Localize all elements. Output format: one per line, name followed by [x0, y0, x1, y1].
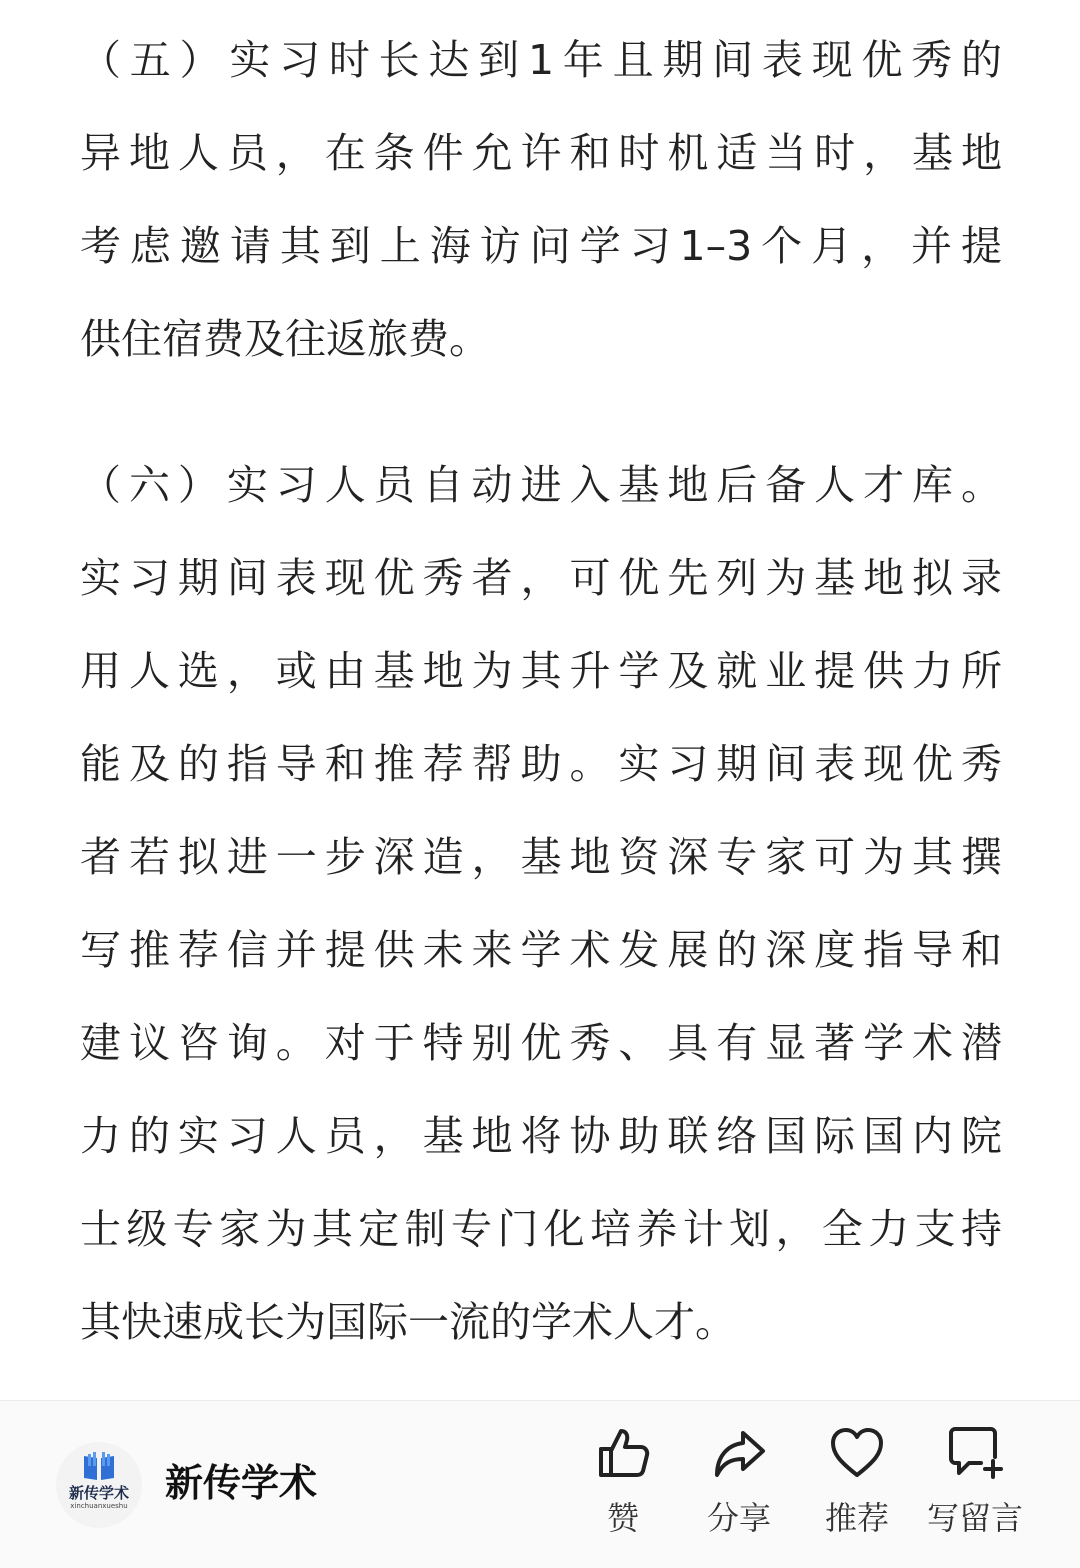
article-line: 建议咨询。对于特别优秀、具有显著学术潜	[80, 1019, 1002, 1067]
like-label: 赞	[606, 1499, 639, 1537]
article-line: 其快速成长为国际一流的学术人才。	[80, 1298, 736, 1346]
like-button[interactable]	[568, 1423, 678, 1543]
article-line: 能及的指导和推荐帮助。实习期间表现优秀	[80, 740, 1002, 788]
comment-label: 写留言	[926, 1499, 1023, 1537]
recommend-label: 推荐	[824, 1499, 889, 1537]
share-label: 分享	[706, 1499, 771, 1537]
comment-plus-icon	[945, 1423, 1005, 1483]
share-arrow-icon	[709, 1423, 769, 1483]
heart-icon	[827, 1423, 887, 1483]
article-line: 异地人员，在条件允许和时机适当时，基地	[80, 129, 1002, 177]
logo-text: 新传学术	[68, 1484, 129, 1502]
share-button[interactable]	[684, 1423, 794, 1543]
bottom-action-bar	[0, 1400, 1080, 1568]
comment-button[interactable]	[920, 1423, 1030, 1543]
article-line: （五）实习时长达到1年且期间表现优秀的	[80, 36, 1002, 84]
article-line: 实习期间表现优秀者，可优先列为基地拟录	[80, 554, 1002, 602]
logo-subtext: xinchuanxueshu	[70, 1502, 128, 1510]
article-line: 者若拟进一步深造，基地资深专家可为其撰	[80, 833, 1002, 881]
article-line: 写推荐信并提供未来学术发展的深度指导和	[80, 926, 1002, 974]
article-line: 考虑邀请其到上海访问学习1–3个月，并提	[80, 222, 1002, 270]
thumbs-up-icon	[593, 1423, 653, 1483]
article-line: 力的实习人员，基地将协助联络国际国内院	[80, 1112, 1002, 1160]
article-line: 用人选，或由基地为其升学及就业提供力所	[80, 647, 1002, 695]
article-line: 士级专家为其定制专门化培养计划，全力支持	[80, 1205, 1002, 1253]
article-line: 供住宿费及往返旅费。	[80, 315, 490, 363]
article-line: （六）实习人员自动进入基地后备人才库。	[80, 461, 1002, 509]
account-avatar[interactable]	[56, 1442, 142, 1528]
account-name[interactable]: 新传学术	[165, 1461, 318, 1505]
book-icon	[82, 1452, 116, 1482]
recommend-button[interactable]	[802, 1423, 912, 1543]
